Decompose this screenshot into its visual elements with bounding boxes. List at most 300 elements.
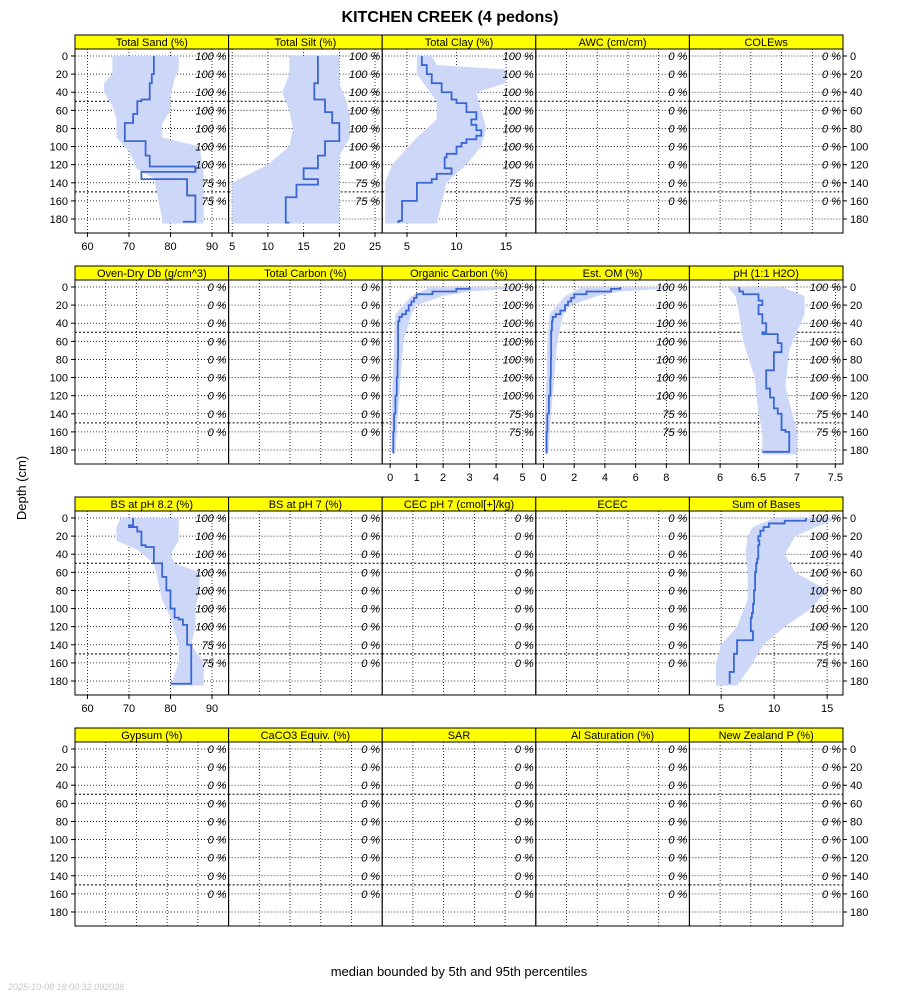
x-tick-label: 3: [466, 472, 473, 484]
depth-tick-label: 60: [55, 567, 68, 580]
depth-tick-label: 140: [49, 870, 68, 883]
depth-tick-label: 40: [55, 318, 68, 331]
contribution-label: 100 %: [809, 318, 841, 331]
contribution-label: 100 %: [502, 300, 534, 313]
depth-tick-label: 160: [49, 195, 68, 208]
x-tick-label: 2: [440, 472, 447, 484]
contribution-label: 0 %: [514, 762, 534, 775]
contribution-label: 0 %: [668, 177, 688, 190]
x-tick-label: 5: [718, 703, 725, 715]
depth-tick-label: 0: [850, 513, 857, 525]
depth-tick-label: 180: [850, 445, 869, 457]
panel-title: BS at pH 8.2 (%): [110, 499, 194, 511]
contribution-label: 0 %: [361, 372, 381, 385]
x-tick-label: 2: [571, 472, 578, 484]
depth-tick-label: 20: [850, 762, 863, 775]
contribution-label: 0 %: [361, 762, 381, 775]
contribution-label: 100 %: [195, 159, 227, 172]
chart-title: KITCHEN CREEK (4 pedons): [341, 9, 559, 26]
panel: [536, 266, 690, 484]
depth-tick-label: 20: [850, 531, 863, 544]
contribution-label: 0 %: [668, 834, 688, 847]
contribution-label: 0 %: [668, 603, 688, 616]
depth-tick-label: 0: [61, 51, 68, 63]
contribution-label: 0 %: [361, 621, 381, 634]
contribution-label: 0 %: [514, 780, 534, 793]
contribution-label: 0 %: [361, 426, 381, 439]
contribution-label: 0 %: [207, 282, 227, 294]
contribution-label: 0 %: [668, 798, 688, 811]
y-axis-label: Depth (cm): [14, 455, 29, 521]
panel: [229, 728, 383, 926]
contribution-label: 100 %: [502, 51, 534, 63]
contribution-label: 0 %: [668, 69, 688, 82]
depth-tick-label: 180: [49, 907, 68, 919]
contribution-label: 0 %: [361, 390, 381, 403]
contribution-label: 100 %: [809, 336, 841, 349]
depth-tick-label: 160: [49, 426, 68, 439]
contribution-label: 0 %: [822, 69, 841, 82]
contribution-label: 100 %: [809, 390, 841, 403]
panel-border: [75, 280, 229, 464]
depth-tick-label: 0: [61, 282, 68, 294]
depth-tick-label: 180: [49, 214, 68, 226]
depth-tick-label: 180: [49, 445, 68, 457]
depth-tick-label: 100: [850, 603, 869, 616]
contribution-label: 100 %: [809, 603, 841, 616]
contribution-label: 100 %: [502, 318, 534, 331]
contribution-label: 100 %: [348, 87, 381, 100]
depth-tick-label: 60: [850, 798, 863, 811]
contribution-label: 100 %: [809, 585, 841, 598]
contribution-label: 100 %: [502, 87, 534, 100]
depth-tick-label: 160: [850, 195, 869, 208]
depth-tick-label: 100: [49, 834, 68, 847]
x-tick-label: 10: [261, 241, 275, 253]
panel: [382, 266, 536, 484]
panel-title: CEC pH 7 (cmol[+]/kg): [403, 499, 515, 511]
x-tick-label: 5: [519, 472, 526, 484]
contribution-label: 100 %: [656, 390, 688, 403]
contribution-label: 0 %: [668, 141, 688, 154]
panel: [689, 497, 868, 715]
depth-tick-label: 100: [49, 141, 68, 154]
panel: [689, 35, 868, 233]
depth-tick-label: 100: [850, 372, 869, 385]
depth-tick-label: 60: [55, 336, 68, 349]
depth-tick-label: 20: [55, 300, 68, 313]
x-tick-label: 10: [450, 241, 463, 253]
contribution-label: 0 %: [668, 195, 688, 208]
depth-tick-label: 40: [850, 318, 863, 331]
contribution-label: 0 %: [361, 531, 381, 544]
panel-border: [536, 742, 690, 926]
contribution-label: 100 %: [195, 621, 227, 634]
panel-border: [229, 742, 383, 926]
panel: [50, 728, 229, 926]
depth-tick-label: 160: [49, 657, 68, 670]
contribution-label: 0 %: [822, 195, 841, 208]
x-tick-label: 70: [122, 241, 136, 253]
x-tick-label: 0: [387, 472, 394, 484]
contribution-label: 0 %: [822, 141, 841, 154]
contribution-label: 0 %: [514, 744, 534, 756]
contribution-label: 100 %: [195, 603, 227, 616]
contribution-label: 0 %: [514, 798, 534, 811]
contribution-label: 0 %: [668, 744, 688, 756]
contribution-label: 100 %: [809, 549, 841, 562]
depth-tick-label: 80: [850, 354, 863, 367]
contribution-label: 0 %: [822, 870, 841, 883]
depth-tick-label: 0: [61, 744, 68, 756]
contribution-label: 75 %: [815, 639, 841, 652]
contribution-label: 75 %: [662, 426, 688, 439]
x-tick-label: 6: [632, 472, 639, 484]
contribution-label: 0 %: [822, 744, 841, 756]
contribution-label: 75 %: [815, 408, 841, 421]
contribution-label: 0 %: [207, 318, 227, 331]
panel-title: Oven-Dry Db (g/cm^3): [96, 268, 207, 280]
depth-tick-label: 60: [850, 567, 863, 580]
panel: [382, 728, 536, 926]
contribution-label: 0 %: [822, 177, 841, 190]
x-tick-label: 20: [333, 241, 346, 253]
panel: [50, 497, 229, 715]
x-tick-label: 6.5: [750, 472, 767, 484]
contribution-label: 0 %: [207, 426, 227, 439]
contribution-label: 0 %: [207, 390, 227, 403]
depth-tick-label: 160: [850, 657, 869, 670]
panel-title: pH (1:1 H2O): [733, 268, 799, 280]
contribution-label: 0 %: [361, 300, 381, 313]
depth-tick-label: 120: [49, 159, 68, 172]
panel-title: Gypsum (%): [121, 730, 183, 742]
depth-tick-label: 80: [55, 585, 68, 598]
contribution-label: 0 %: [361, 408, 381, 421]
x-tick-label: 90: [205, 703, 219, 715]
contribution-label: 0 %: [514, 816, 534, 829]
depth-tick-label: 0: [850, 282, 857, 294]
contribution-label: 100 %: [348, 51, 381, 63]
panel-border: [75, 742, 229, 926]
contribution-label: 100 %: [809, 567, 841, 580]
contribution-label: 100 %: [502, 354, 534, 367]
contribution-label: 75 %: [508, 408, 534, 421]
contribution-label: 0 %: [207, 336, 227, 349]
contribution-label: 100 %: [809, 300, 841, 313]
depth-tick-label: 100: [850, 141, 869, 154]
percentile-band: [385, 56, 506, 224]
contribution-label: 0 %: [514, 621, 534, 634]
depth-tick-label: 160: [49, 888, 68, 901]
depth-tick-label: 120: [49, 390, 68, 403]
contribution-label: 0 %: [361, 549, 381, 562]
contribution-label: 100 %: [195, 51, 227, 63]
contribution-label: 0 %: [668, 762, 688, 775]
depth-tick-label: 40: [55, 87, 68, 100]
contribution-label: 100 %: [656, 318, 688, 331]
contribution-label: 0 %: [361, 336, 381, 349]
contribution-label: 100 %: [348, 69, 381, 82]
contribution-label: 100 %: [809, 513, 841, 525]
contribution-label: 75 %: [508, 177, 534, 190]
depth-tick-label: 40: [850, 780, 863, 793]
panel-title: Total Clay (%): [424, 37, 494, 49]
contribution-label: 100 %: [502, 141, 534, 154]
timestamp: 2025-10-08 18:00:32.092036: [8, 982, 125, 992]
contribution-label: 75 %: [508, 426, 534, 439]
contribution-label: 0 %: [207, 408, 227, 421]
depth-tick-label: 140: [49, 408, 68, 421]
depth-tick-label: 160: [850, 426, 869, 439]
depth-tick-label: 80: [850, 123, 863, 136]
depth-tick-label: 20: [850, 300, 863, 313]
depth-tick-label: 140: [49, 177, 68, 190]
depth-tick-label: 20: [55, 69, 68, 82]
contribution-label: 0 %: [207, 762, 227, 775]
contribution-label: 0 %: [514, 585, 534, 598]
panel: [689, 266, 868, 484]
panel: [689, 728, 868, 926]
depth-tick-label: 60: [850, 105, 863, 118]
contribution-label: 75 %: [201, 657, 227, 670]
panel-title: Total Carbon (%): [264, 268, 347, 280]
contribution-label: 0 %: [668, 513, 688, 525]
x-tick-label: 0: [540, 472, 547, 484]
contribution-label: 100 %: [656, 282, 688, 294]
x-tick-label: 80: [164, 241, 177, 253]
contribution-label: 0 %: [207, 870, 227, 883]
contribution-label: 0 %: [668, 657, 688, 670]
contribution-label: 0 %: [668, 105, 688, 118]
contribution-label: 0 %: [822, 123, 841, 136]
x-tick-label: 5: [229, 241, 236, 253]
contribution-label: 100 %: [195, 513, 227, 525]
contribution-label: 0 %: [361, 657, 381, 670]
contribution-label: 0 %: [514, 639, 534, 652]
contribution-label: 0 %: [361, 639, 381, 652]
depth-tick-label: 180: [850, 676, 869, 688]
panel: [536, 35, 690, 233]
contribution-label: 0 %: [207, 780, 227, 793]
depth-tick-label: 120: [49, 621, 68, 634]
depth-tick-label: 120: [850, 621, 869, 634]
chart-caption: median bounded by 5th and 95th percentiles: [330, 964, 588, 979]
contribution-label: 0 %: [668, 621, 688, 634]
contribution-label: 0 %: [668, 870, 688, 883]
contribution-label: 0 %: [668, 123, 688, 136]
depth-tick-label: 100: [49, 603, 68, 616]
panel-title: Sum of Bases: [731, 499, 801, 511]
depth-tick-label: 100: [49, 372, 68, 385]
contribution-label: 0 %: [361, 816, 381, 829]
percentile-band: [104, 56, 204, 224]
contribution-label: 0 %: [207, 834, 227, 847]
panel-title: Al Saturation (%): [571, 730, 655, 742]
depth-tick-label: 80: [55, 816, 68, 829]
depth-tick-label: 0: [850, 51, 857, 63]
panel: [536, 497, 690, 695]
contribution-label: 0 %: [361, 870, 381, 883]
panel-title: Est. OM (%): [582, 268, 643, 280]
panel: [382, 497, 536, 695]
contribution-label: 100 %: [502, 105, 534, 118]
depth-tick-label: 60: [850, 336, 863, 349]
contribution-label: 100 %: [195, 105, 227, 118]
contribution-label: 0 %: [514, 567, 534, 580]
contribution-label: 0 %: [668, 549, 688, 562]
contribution-label: 0 %: [207, 300, 227, 313]
depth-tick-label: 140: [850, 177, 869, 190]
depth-tick-label: 180: [850, 907, 869, 919]
contribution-label: 0 %: [361, 603, 381, 616]
contribution-label: 0 %: [361, 282, 381, 294]
contribution-label: 75 %: [355, 177, 381, 190]
panel-title: New Zealand P (%): [718, 730, 814, 742]
contribution-label: 0 %: [822, 159, 841, 172]
contribution-label: 0 %: [514, 870, 534, 883]
panel: [229, 497, 383, 695]
contribution-label: 100 %: [502, 390, 534, 403]
panel-title: Organic Carbon (%): [410, 268, 508, 280]
depth-tick-label: 40: [850, 549, 863, 562]
panel-border: [382, 511, 536, 695]
depth-tick-label: 140: [850, 408, 869, 421]
contribution-label: 100 %: [502, 282, 534, 294]
panel-title: COLEws: [744, 37, 788, 49]
contribution-label: 0 %: [361, 780, 381, 793]
contribution-label: 0 %: [822, 816, 841, 829]
contribution-label: 0 %: [822, 834, 841, 847]
depth-tick-label: 140: [850, 639, 869, 652]
contribution-label: 0 %: [668, 888, 688, 901]
contribution-label: 0 %: [361, 567, 381, 580]
contribution-label: 75 %: [355, 195, 381, 208]
depth-tick-label: 20: [55, 762, 68, 775]
panel-title: Total Silt (%): [274, 37, 337, 49]
contribution-label: 100 %: [195, 567, 227, 580]
contribution-label: 100 %: [348, 123, 381, 136]
contribution-label: 0 %: [514, 834, 534, 847]
contribution-label: 100 %: [809, 621, 841, 634]
contribution-label: 75 %: [815, 426, 841, 439]
contribution-label: 0 %: [514, 513, 534, 525]
contribution-label: 0 %: [207, 798, 227, 811]
depth-tick-label: 140: [49, 639, 68, 652]
depth-tick-label: 120: [850, 852, 869, 865]
contribution-label: 100 %: [502, 69, 534, 82]
contribution-label: 75 %: [662, 408, 688, 421]
percentile-band: [232, 56, 350, 224]
contribution-label: 0 %: [668, 585, 688, 598]
contribution-label: 0 %: [822, 798, 841, 811]
contribution-label: 0 %: [668, 639, 688, 652]
depth-tick-label: 120: [49, 852, 68, 865]
contribution-label: 0 %: [822, 105, 841, 118]
panel-title: CaCO3 Equiv. (%): [260, 730, 351, 742]
x-tick-label: 10: [768, 703, 781, 715]
contribution-label: 0 %: [668, 852, 688, 865]
contribution-label: 100 %: [348, 141, 381, 154]
contribution-label: 0 %: [668, 531, 688, 544]
depth-tick-label: 40: [850, 87, 863, 100]
contribution-label: 100 %: [348, 159, 381, 172]
panel: [50, 35, 229, 253]
contribution-label: 0 %: [514, 549, 534, 562]
contribution-label: 100 %: [195, 531, 227, 544]
contribution-label: 0 %: [822, 852, 841, 865]
x-tick-label: 15: [499, 241, 513, 253]
contribution-label: 0 %: [668, 567, 688, 580]
contribution-label: 0 %: [207, 888, 227, 901]
depth-tick-label: 180: [850, 214, 869, 226]
panels-group: [50, 35, 869, 926]
contribution-label: 0 %: [514, 852, 534, 865]
panel: [382, 35, 536, 253]
contribution-label: 0 %: [668, 780, 688, 793]
x-tick-label: 15: [297, 241, 310, 253]
contribution-label: 0 %: [361, 798, 381, 811]
contribution-label: 100 %: [195, 549, 227, 562]
contribution-label: 0 %: [514, 603, 534, 616]
depth-tick-label: 0: [850, 744, 857, 756]
panel-border: [536, 49, 690, 233]
contribution-label: 0 %: [361, 585, 381, 598]
x-tick-label: 1: [413, 472, 420, 484]
x-tick-label: 60: [81, 241, 94, 253]
depth-tick-label: 80: [55, 354, 68, 367]
contribution-label: 0 %: [822, 888, 841, 901]
x-tick-label: 25: [368, 241, 382, 253]
contribution-label: 75 %: [201, 195, 227, 208]
contribution-label: 0 %: [207, 816, 227, 829]
x-tick-label: 70: [122, 703, 136, 715]
contribution-label: 0 %: [822, 51, 841, 63]
contribution-label: 100 %: [195, 69, 227, 82]
depth-tick-label: 60: [55, 105, 68, 118]
depth-tick-label: 160: [850, 888, 869, 901]
depth-tick-label: 20: [55, 531, 68, 544]
contribution-label: 75 %: [508, 195, 534, 208]
panel-title: Total Sand (%): [115, 37, 188, 49]
contribution-label: 100 %: [348, 105, 381, 118]
panel-border: [536, 511, 690, 695]
depth-tick-label: 80: [55, 123, 68, 136]
depth-tick-label: 140: [850, 870, 869, 883]
contribution-label: 100 %: [656, 372, 688, 385]
contribution-label: 100 %: [195, 141, 227, 154]
contribution-label: 0 %: [361, 834, 381, 847]
x-tick-label: 8: [663, 472, 670, 484]
contribution-label: 100 %: [195, 123, 227, 136]
contribution-label: 0 %: [514, 531, 534, 544]
contribution-label: 0 %: [514, 888, 534, 901]
depth-tick-label: 120: [850, 390, 869, 403]
contribution-label: 100 %: [502, 372, 534, 385]
panel-border: [229, 280, 383, 464]
contribution-label: 0 %: [361, 852, 381, 865]
panel: [229, 35, 383, 253]
contribution-label: 75 %: [201, 639, 227, 652]
contribution-label: 0 %: [668, 87, 688, 100]
depth-tick-label: 80: [850, 585, 863, 598]
contribution-label: 100 %: [809, 372, 841, 385]
x-tick-label: 90: [205, 241, 219, 253]
panel: [536, 728, 690, 926]
depth-tick-label: 80: [850, 816, 863, 829]
contribution-label: 100 %: [656, 300, 688, 313]
contribution-label: 75 %: [201, 177, 227, 190]
